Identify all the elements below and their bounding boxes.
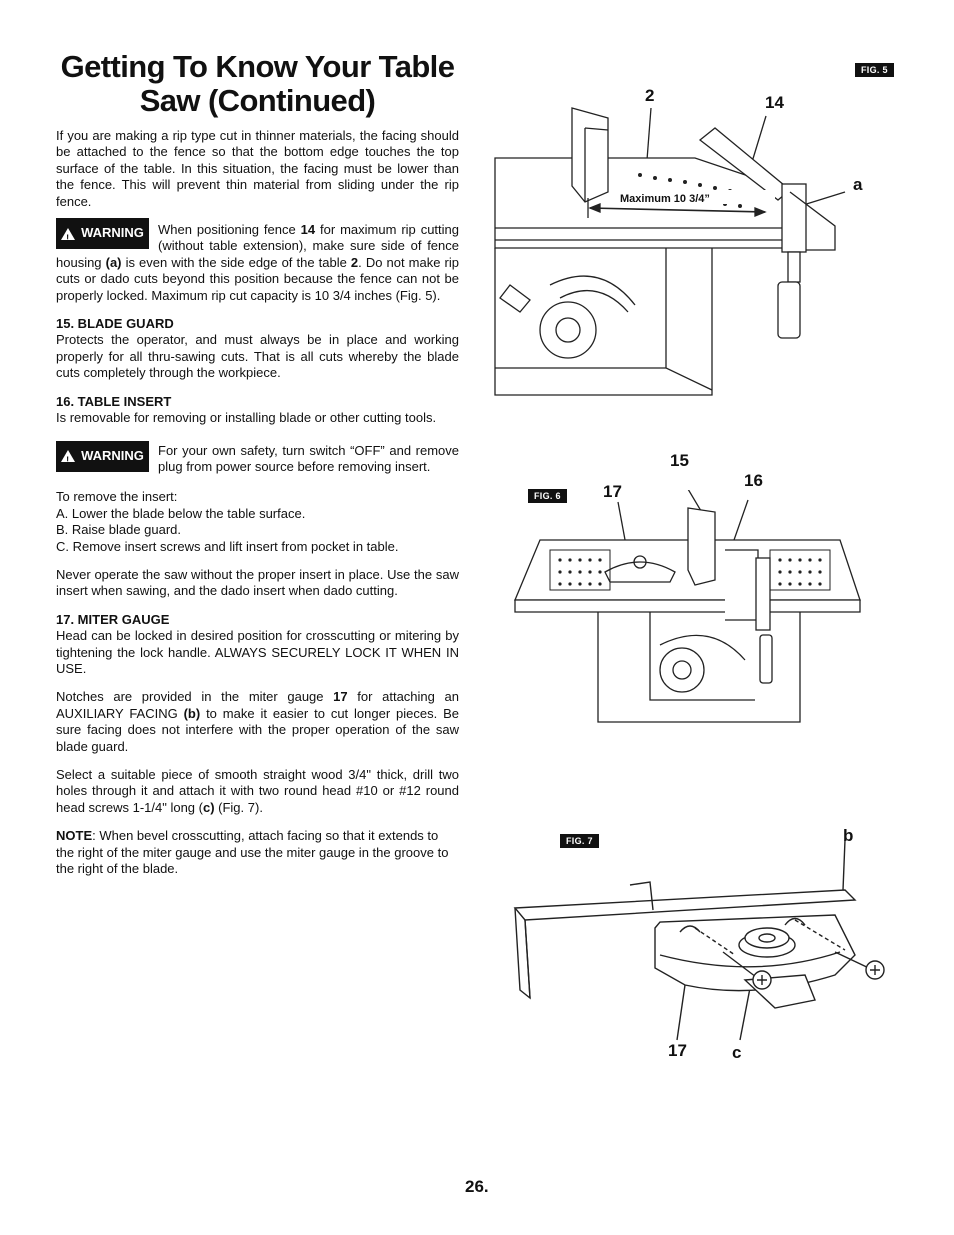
page-number: 26. [465, 1177, 489, 1196]
page-title: Getting To Know Your Table Saw (Continued) [60, 49, 455, 118]
notches-text: Notches are provided in the miter gauge [56, 689, 334, 705]
note-label: NOTE [56, 828, 93, 844]
notches-ref-17: 17 [333, 689, 348, 705]
notches-paragraph [56, 689, 459, 755]
section-16-heading: 16. TABLE INSERT [56, 393, 172, 409]
select-text: (Fig. 7). [214, 799, 263, 815]
fig6-table-saw-drawing [510, 490, 865, 730]
section-17-body: Head can be locked in desired position for crosscutting or mitering by tightening the lock handle. ALWAYS SECURELY LOCK IT WHEN IN USE. [56, 628, 459, 676]
section-15-heading: 15. BLADE GUARD [56, 316, 174, 332]
notches-text: for attaching an AUXILIARY FACING [56, 689, 459, 721]
warning1-text: for maximum rip cutting (without table extension), make sure side of fence housing [56, 222, 459, 270]
fig7-miter-gauge-drawing [505, 840, 890, 1045]
section-17-heading: 17. MITER GAUGE [56, 611, 170, 627]
remove-steps-intro: To remove the insert: [56, 489, 178, 505]
warning-insert-paragraph [56, 443, 459, 476]
text-column [56, 128, 459, 889]
warning1-text: is even with the side edge of the table [121, 254, 351, 270]
warning-fence-paragraph [56, 222, 459, 304]
note-paragraph [56, 828, 459, 877]
warning-badge-label: WARNING [81, 447, 144, 463]
warning-badge-label: WARNING [81, 225, 144, 241]
warning-badge [56, 218, 149, 249]
warning1-ref-2: 2 [350, 254, 359, 270]
remove-step-b: B. Raise blade guard. [56, 522, 182, 538]
select-text: Select a suitable piece of smooth straight wood 3/4" thick, drill two holes through it and attach it with two round head #10 or #12 round head screws 1-1/4" long ( [56, 767, 459, 815]
note-text: : When bevel crosscutting, attach facing so that it extends to the right of the miter gauge and use the miter gauge in the groove to the right of the blade. [56, 828, 449, 877]
warning1-ref-a: (a) [105, 254, 122, 270]
fig5-table-saw-drawing [490, 100, 850, 405]
select-ref-c: c) [202, 799, 215, 815]
fig6-callout-16: 16 [744, 471, 763, 490]
fig5-label: FIG. 5 [855, 63, 894, 77]
fig7-callout-c: c [732, 1043, 742, 1062]
warning2-text: For your own safety, turn switch “OFF” and remove plug from power source before removing insert. [158, 442, 459, 474]
warning1-ref-14: 14 [300, 222, 316, 238]
remove-insert-steps [56, 489, 459, 555]
warning-triangle-icon: ! [61, 228, 75, 240]
select-wood-paragraph [56, 767, 459, 816]
warning1-text: When positioning fence [158, 222, 301, 238]
remove-step-c: C. Remove insert screws and lift insert from pocket in table. [56, 538, 399, 554]
fig7-callout-17: 17 [668, 1041, 687, 1060]
never-operate-paragraph: Never operate the saw without the proper insert in place. Use the saw insert when sawing, and the dado insert when dado cutting. [56, 566, 459, 599]
intro-paragraph: If you are making a rip type cut in thinner materials, the facing should be attached to the fence so that the bottom edge touches the top surface of the table. In this situation, the facing must be lower than the fence. This will prevent thin material from sliding under the rip fence. [56, 128, 459, 209]
fig7-callout-b: b [843, 826, 854, 845]
fig6-label: FIG. 6 [528, 489, 567, 503]
section-16-body: Is removable for removing or installing blade or other cutting tools. [56, 410, 437, 426]
warning-triangle-icon: ! [61, 450, 75, 462]
section-15-body: Protects the operator, and must always be in place and working properly for all thru-sawing cuts. That is all cuts whereby the blade cuts completely through the workpiece. [56, 332, 459, 381]
remove-step-a: A. Lower the blade below the table surface. [56, 505, 306, 521]
notches-text: to make it easier to cut longer pieces. Be sure facing does not interfere with the proper operation of the saw blade guard. [56, 705, 459, 754]
fig5-callout-a: a [853, 175, 863, 194]
fig5-callout-14: 14 [765, 93, 784, 112]
fig6-callout-17: 17 [603, 482, 622, 501]
fig6-callout-15: 15 [670, 451, 689, 470]
fig5-callout-2: 2 [645, 86, 655, 105]
fig7-label: FIG. 7 [560, 834, 599, 848]
fig5-max-dimension-label: Maximum 10 3/4” [620, 193, 710, 205]
warning1-text: . Do not make rip cuts or dado cuts beyond this position because the fence can not be properly locked. Maximum rip cut capacity is 10 3/4 inches (Fig. 5). [56, 254, 459, 303]
notches-ref-b: (b) [183, 705, 201, 721]
warning-badge [56, 441, 149, 472]
